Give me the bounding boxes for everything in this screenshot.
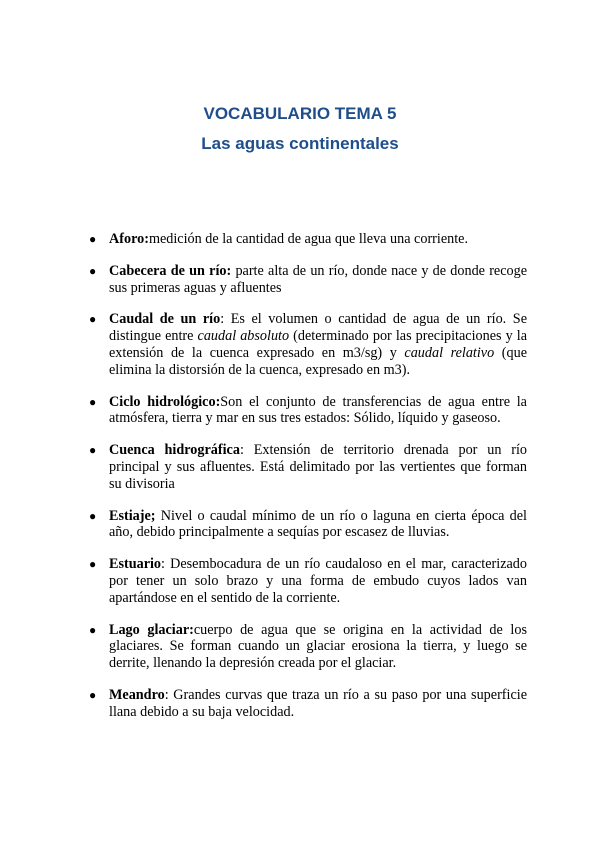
vocab-term: Meandro	[109, 686, 165, 703]
vocab-term: Lago glaciar:	[109, 621, 194, 638]
bullet-icon: ●	[89, 557, 97, 572]
vocab-entry-estiaje	[89, 508, 527, 542]
vocab-entry-caudal	[89, 311, 527, 378]
bullet-icon: ●	[89, 263, 97, 278]
vocab-definition: Son el conjunto de transferencias de agua entre la atmósfera, tierra y mar en sus tres estados: Sólido, líquido y gaseoso.	[109, 393, 527, 427]
bullet-icon: ●	[89, 312, 97, 327]
definition-italic-term: caudal relativo	[404, 344, 495, 361]
vocab-entry-ciclo	[89, 394, 527, 428]
page-subtitle: Las aguas continentales	[201, 134, 399, 153]
vocab-definition: : Extensión de territorio drenada por un río principal y sus afluentes. Está delimitado por las vertientes que forman su divisoria	[109, 442, 527, 492]
vocab-entry-lago-glaciar	[89, 622, 527, 672]
vocab-term: Estiaje;	[109, 507, 156, 524]
vocab-definition: : Grandes curvas que traza un río a su paso por una superficie llana debido a su baja velocidad.	[109, 686, 527, 720]
vocab-term: Cabecera de un río:	[109, 262, 232, 279]
vocab-term: Caudal de un río	[109, 311, 221, 328]
bullet-icon: ●	[89, 622, 97, 637]
vocab-entry-estuario	[89, 556, 527, 606]
vocab-definition: medición de la cantidad de agua que lleva una corriente.	[148, 231, 469, 247]
definition-text: (que elimina la distorsión de la cuenca, expresado en m3).	[109, 344, 527, 378]
vocab-definition: : Desembocadura de un río caudaloso en el mar, caracterizado por tener un solo brazo y una forma de embudo cuyos lados van apartándose en el sentido de la corriente.	[109, 556, 527, 606]
vocab-term: Ciclo hidrológico:	[109, 393, 221, 410]
vocab-term: Cuenca hidrográfica	[109, 442, 240, 459]
definition-text: : Es el volumen o cantidad de agua de un río. Se distingue entre	[109, 311, 527, 345]
vocab-entry-meandro	[89, 687, 527, 721]
bullet-icon: ●	[89, 394, 97, 409]
bullet-icon: ●	[89, 687, 97, 702]
page-title: VOCABULARIO TEMA 5	[203, 104, 397, 123]
vocabulary-list	[89, 231, 527, 736]
vocab-entry-aforo	[89, 231, 527, 248]
bullet-icon: ●	[89, 508, 97, 523]
bullet-icon: ●	[89, 443, 97, 458]
vocab-term: Estuario	[109, 556, 162, 573]
vocab-definition: parte alta de un río, donde nace y de donde recoge sus primeras aguas y afluentes	[109, 262, 527, 296]
vocab-entry-cuenca	[89, 442, 527, 492]
definition-italic-term: caudal absoluto	[197, 328, 290, 345]
vocab-term: Aforo:	[109, 231, 149, 247]
vocab-definition: cuerpo de agua que se origina en la actividad de los glaciares. Se forman cuando un glaciar erosiona la tierra, y luego se derrite, llenando la depresión creada por el glaciar.	[109, 621, 527, 672]
definition-text: (determinado por las precipitaciones y la extensión de la cuenca expresado en m3/sg) y	[109, 328, 527, 361]
bullet-icon: ●	[89, 232, 97, 246]
vocab-definition: Nivel o caudal mínimo de un río o laguna en cierta época del año, debido principalmente a sequías por escasez de lluvias.	[109, 507, 527, 541]
vocab-entry-cabecera	[89, 263, 527, 297]
